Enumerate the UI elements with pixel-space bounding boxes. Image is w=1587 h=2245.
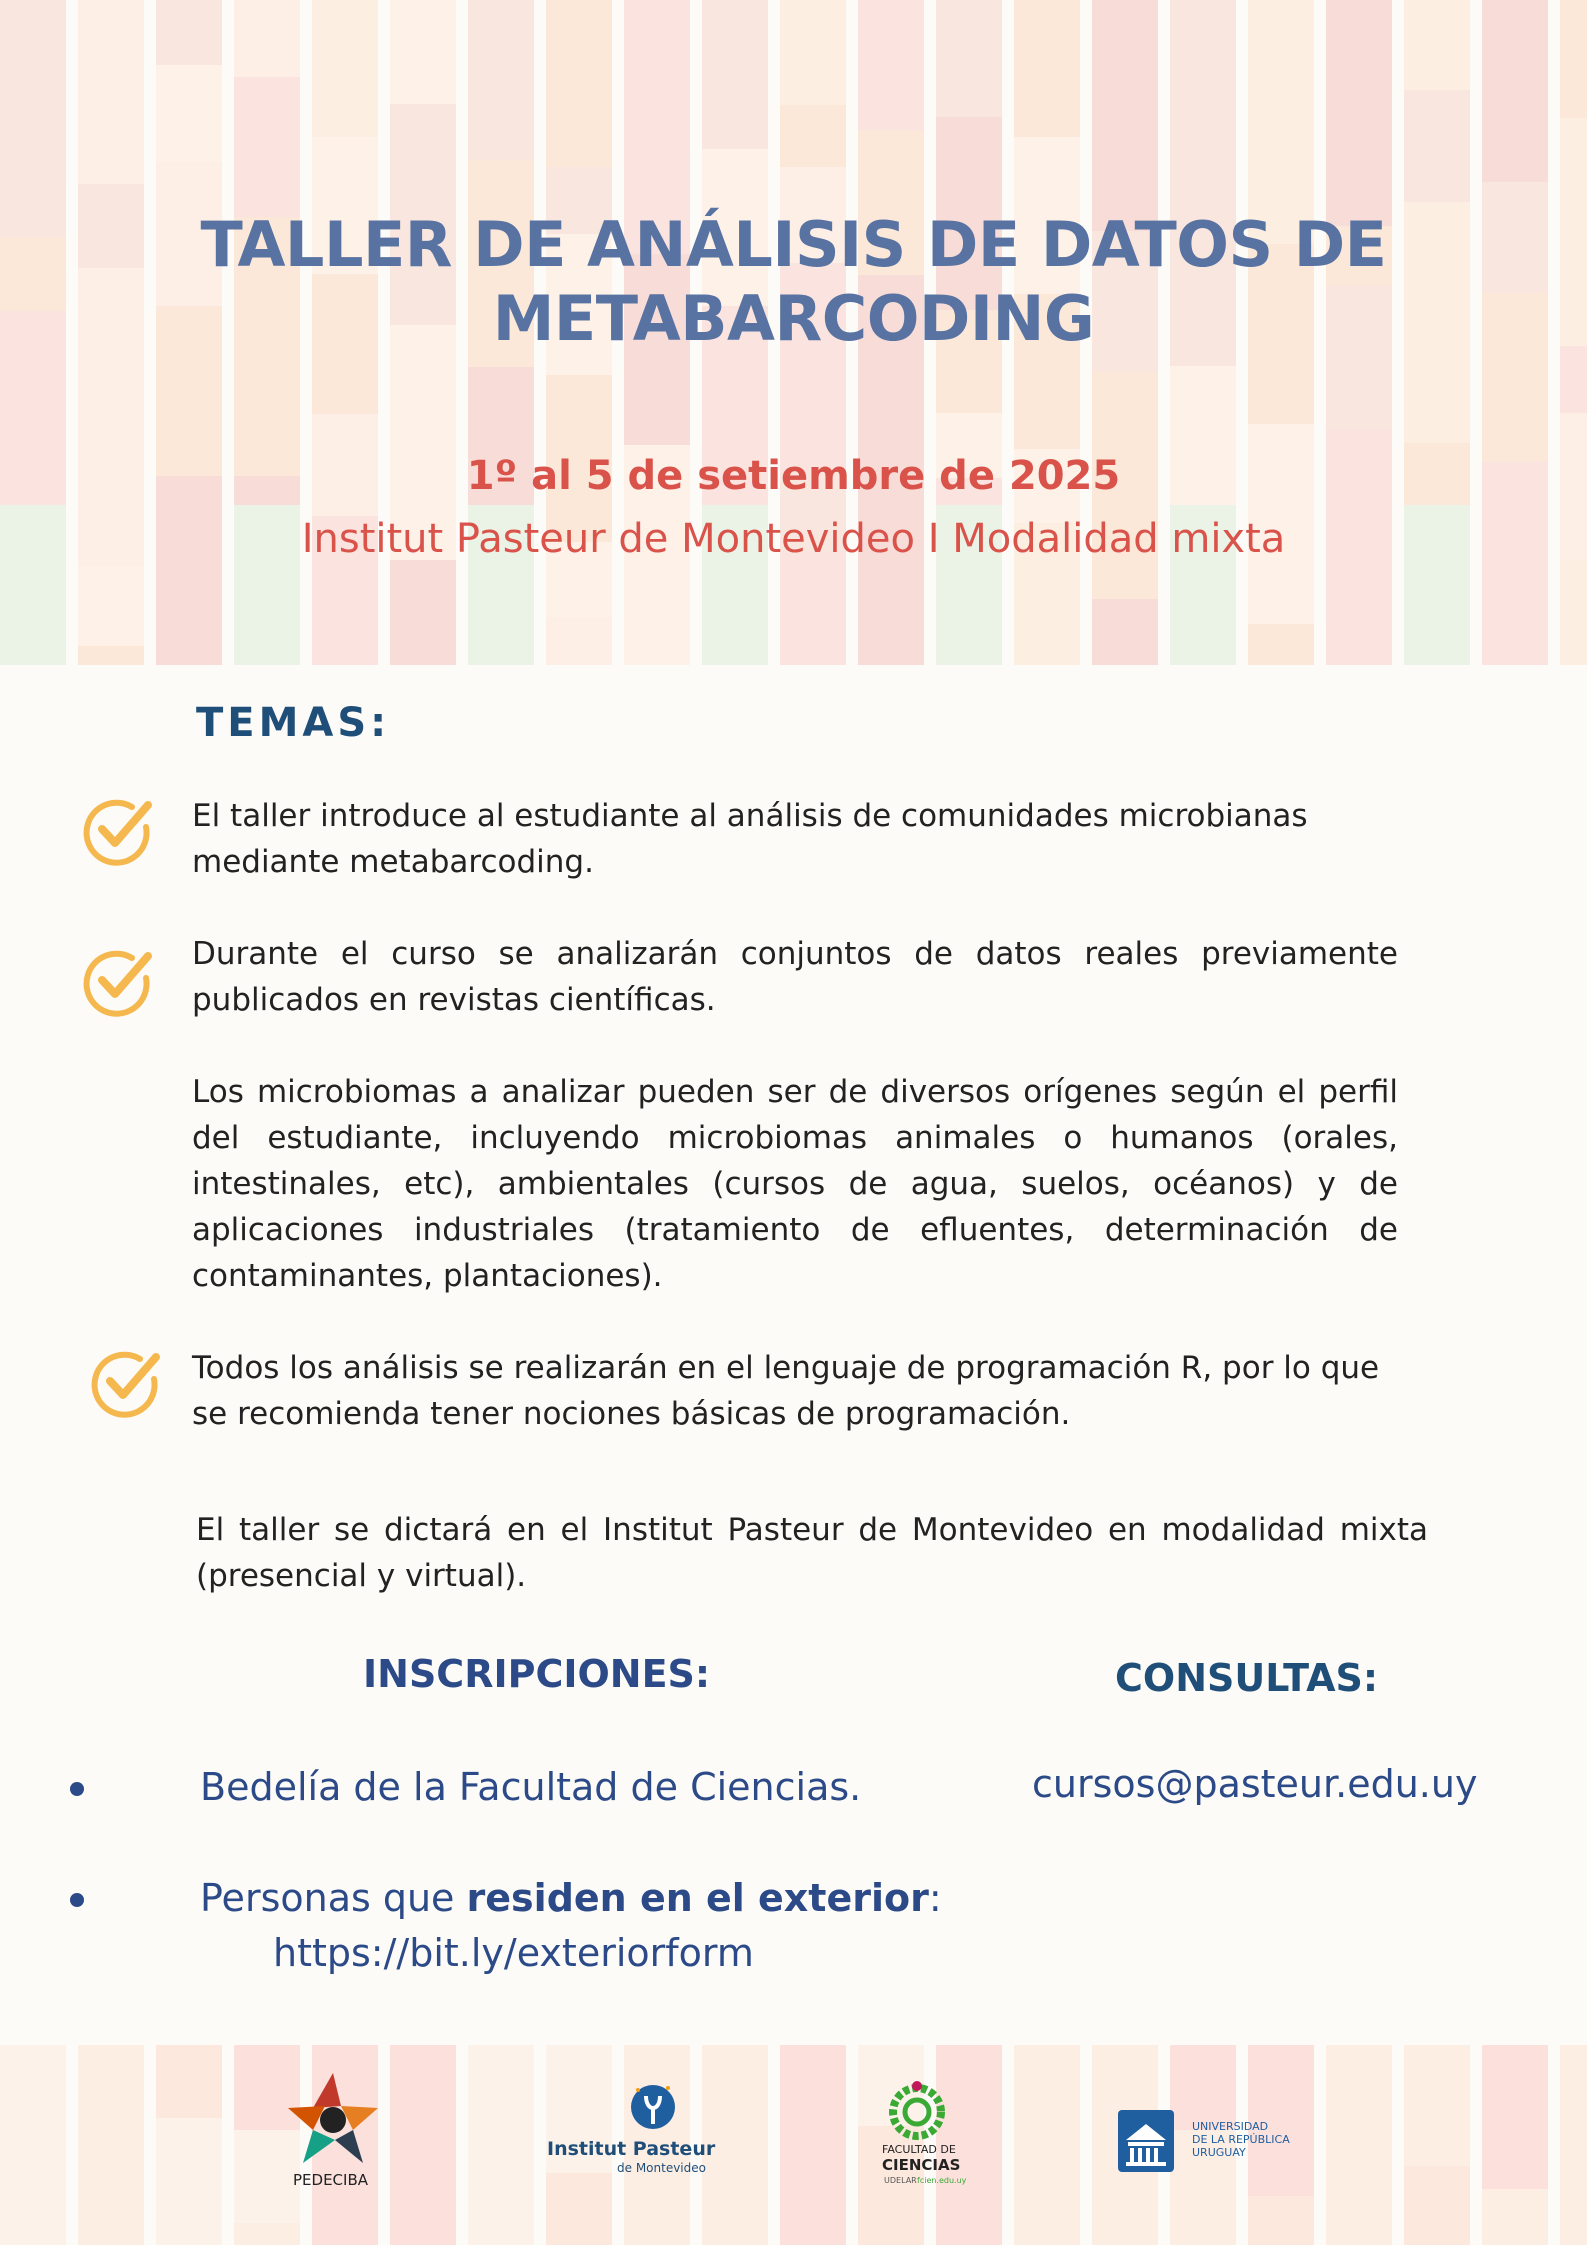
fc-label-1: FACULTAD DE [882, 2143, 956, 2156]
stripe-segment [1560, 2045, 1587, 2245]
event-venue: Institut Pasteur de Montevideo I Modalidad mixta [301, 516, 1286, 562]
stripe-segment [234, 0, 300, 77]
stripe-segment [1560, 0, 1587, 118]
page-title [0, 208, 1587, 356]
stripe-segment [546, 617, 612, 665]
decorative-stripe [1482, 2045, 1548, 2245]
stripe-segment [78, 2137, 144, 2245]
stripe-segment [0, 2045, 66, 2245]
decorative-stripe [1560, 2045, 1587, 2245]
stripe-segment [1482, 2045, 1548, 2189]
stripe-segment [390, 2201, 456, 2245]
decorative-stripe [1014, 2045, 1080, 2245]
stripe-segment [780, 105, 846, 167]
stripe-segment [1560, 346, 1587, 413]
decorative-stripe [390, 2045, 456, 2245]
stripe-segment [468, 0, 534, 160]
stripe-segment [156, 476, 222, 665]
exterior-form-link[interactable]: https://bit.ly/exteriorform [273, 1931, 754, 1975]
pasteur-sublabel: de Montevideo [617, 2161, 706, 2175]
stripe-segment [1404, 2045, 1470, 2166]
temas-heading: TEMAS: [196, 700, 391, 746]
consultas-email-link[interactable]: cursos@pasteur.edu.uy [1032, 1762, 1478, 1806]
check-circle-icon [88, 1345, 162, 1419]
stripe-segment [702, 0, 768, 83]
stripe-segment [936, 2211, 1002, 2245]
decorative-stripe [468, 2045, 534, 2245]
topic-4-text: Todos los análisis se realizarán en el lenguaje de programación R, por lo que se recomienda tener nociones básicas de programación. [192, 1350, 1380, 1432]
stripe-segment [78, 566, 144, 646]
check-circle-icon [80, 793, 154, 867]
stripe-segment [1482, 2189, 1548, 2245]
bullet-dot [70, 1782, 84, 1796]
exterior-bold: residen en el exterior [466, 1876, 929, 1920]
udelar-line-3: URUGUAY [1192, 2146, 1246, 2159]
stripe-segment [546, 2173, 612, 2245]
decorative-stripe [1404, 2045, 1470, 2245]
fc-label-4: fcien.edu.uy [917, 2176, 967, 2185]
stripe-segment [156, 2045, 222, 2118]
check-circle-icon [80, 944, 154, 1018]
stripe-segment [312, 0, 378, 137]
udelar-label [1192, 2120, 1290, 2159]
stripe-segment [78, 2045, 144, 2137]
stripe-segment [0, 0, 66, 237]
bullet-dot [70, 1893, 84, 1907]
pasteur-label: Institut Pasteur [547, 2138, 716, 2160]
bedelia-text: Bedelía de la Facultad de Ciencias. [200, 1765, 862, 1809]
topic-3-text: Los microbiomas a analizar pueden ser de diversos orígenes según el perfil del estudiante, incluyendo microbiomas animales o humanos (orales, intestinales, etc), ambientales (cursos de agua, suelos, océanos) y de aplicaciones industriales (tratamiento de efluentes, determinación de contaminantes, plantaciones). [192, 1074, 1398, 1294]
stripe-segment [1404, 0, 1470, 90]
topic-1-text: El taller introduce al estudiante al análisis de comunidades microbianas mediante metabarcoding. [192, 798, 1308, 880]
consultas-heading: CONSULTAS: [1115, 1656, 1379, 1700]
stripe-segment [1248, 2196, 1314, 2245]
stripe-segment [1404, 90, 1470, 202]
stripe-segment [156, 2118, 222, 2245]
stripe-segment [156, 65, 222, 162]
stripe-segment [1014, 2045, 1080, 2245]
stripe-segment [234, 77, 300, 217]
stripe-segment [1092, 0, 1158, 231]
stripe-segment [624, 627, 690, 665]
stripe-segment [1326, 0, 1392, 226]
udelar-line-2: DE LA REPÚBLICA [1192, 2133, 1290, 2146]
title-line-2: METABARCODING [492, 282, 1095, 355]
stripe-segment [1170, 2045, 1236, 2130]
modality-note: El taller se dictará en el Institut Pasteur de Montevideo en modalidad mixta (presencial y virtual). [196, 1512, 1428, 1594]
stripe-segment [1326, 2232, 1392, 2245]
title-line-1: TALLER DE ANÁLISIS DE DATOS DE [200, 208, 1387, 281]
stripe-segment [780, 553, 846, 665]
stripe-segment [624, 2225, 690, 2245]
decorative-stripe [156, 2045, 222, 2245]
stripe-segment [234, 2223, 300, 2245]
stripe-segment [390, 2045, 456, 2201]
stripe-segment [1482, 86, 1548, 182]
inscripciones-heading: INSCRIPCIONES: [363, 1652, 711, 1696]
stripe-segment [468, 2045, 534, 2245]
footer-stripes-background [0, 2045, 1587, 2245]
stripe-segment [1248, 624, 1314, 665]
stripe-segment [390, 0, 456, 104]
topic-2-text: Durante el curso se analizarán conjuntos de datos reales previamente publicados en revistas científicas. [192, 936, 1398, 1018]
exterior-text [200, 1876, 942, 1920]
stripe-segment [1404, 2166, 1470, 2245]
facultad-ciencias-logo [887, 2080, 947, 2140]
exterior-prefix: Personas que [200, 1876, 467, 1920]
stripe-segment [1326, 610, 1392, 665]
fc-label-2: CIENCIAS [882, 2156, 961, 2174]
decorative-stripe [780, 2045, 846, 2245]
stripe-segment [780, 2045, 846, 2209]
stripe-segment [1326, 2045, 1392, 2232]
stripe-segment [546, 0, 612, 167]
stripe-segment [1482, 0, 1548, 86]
decorative-stripe [0, 2045, 66, 2245]
fc-label-3: UDELAR [884, 2176, 917, 2185]
stripe-segment [78, 0, 144, 184]
stripe-segment [1092, 599, 1158, 665]
udelar-logo-icon [1118, 2110, 1174, 2172]
pasteur-logo-icon [628, 2082, 678, 2132]
stripe-segment [1170, 0, 1236, 207]
decorative-stripe [78, 2045, 144, 2245]
stripe-segment [780, 0, 846, 105]
stripe-segment [390, 560, 456, 665]
stripe-segment [1014, 0, 1080, 137]
stripe-segment [1560, 559, 1587, 665]
stripe-segment [156, 0, 222, 65]
stripe-segment [936, 0, 1002, 117]
stripe-segment [858, 0, 924, 130]
decorative-stripe [1326, 2045, 1392, 2245]
stripe-segment [624, 2045, 690, 2225]
exterior-suffix: : [928, 1876, 942, 1920]
pedeciba-logo [283, 2068, 383, 2168]
stripe-segment [1170, 2234, 1236, 2245]
stripe-segment [702, 83, 768, 149]
udelar-line-1: UNIVERSIDAD [1192, 2120, 1269, 2133]
event-date: 1º al 5 de setiembre de 2025 [466, 453, 1121, 499]
stripe-segment [78, 646, 144, 665]
pedeciba-label: PEDECIBA [293, 2171, 368, 2189]
stripe-segment [780, 2209, 846, 2245]
